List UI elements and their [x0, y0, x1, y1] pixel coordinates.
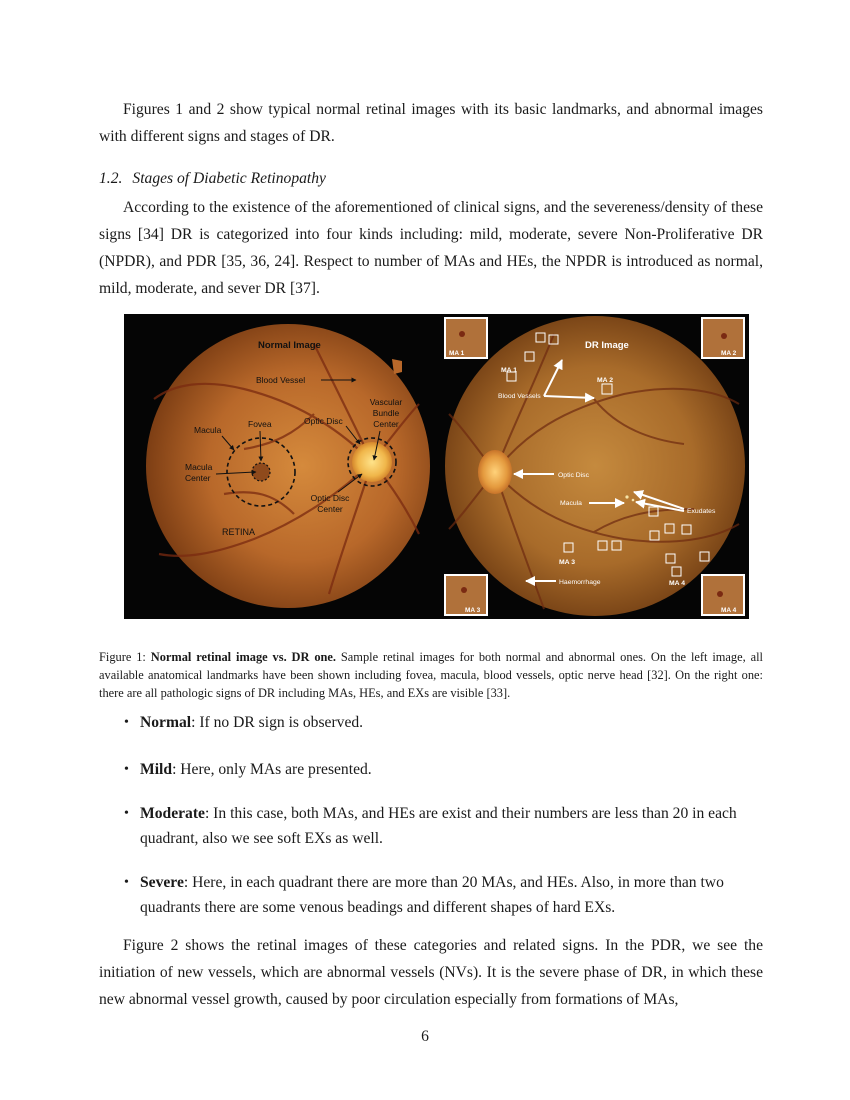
- dr-retina-panel: [445, 316, 745, 616]
- figure-retina-comparison: [124, 314, 749, 619]
- label-blood-vessel: Blood Vessel: [256, 375, 306, 385]
- label-ma2-main: MA 2: [597, 377, 613, 384]
- term-moderate: Moderate: [140, 805, 205, 822]
- caption-prefix: Figure 1:: [99, 650, 151, 664]
- bullet-dot: •: [124, 715, 129, 730]
- inset-ma1: [445, 318, 487, 358]
- normal-optic-disc: [352, 442, 392, 482]
- paragraph-stages: According to the existence of the aforementioned of clinical signs, and the severeness/density of these signs [34] DR is categorized into four kinds including: mild, moderate, severe Non-Proliferative DR (NPDR), and PDR [35, 36, 24]. Respect to number of MAs and HEs, the NPDR is introduced as normal, mild, moderate, and sever DR [37].: [99, 199, 763, 297]
- inset-ma4-label: MA 4: [721, 607, 737, 614]
- dr-optic-disc: [478, 450, 512, 494]
- figure-caption: [99, 648, 763, 702]
- label-optic-disc: Optic Disc: [304, 416, 343, 426]
- inset-ma2: [702, 318, 744, 358]
- list-item-normal: [124, 710, 752, 735]
- list-item-mild: [124, 757, 752, 782]
- label-vascular-line2: Bundle: [372, 408, 400, 418]
- label-blood-vessels: Blood Vessels: [498, 393, 541, 400]
- list-item-severe: [124, 870, 752, 920]
- caption-text: Sample retinal images for both normal and abnormal ones. On the left image, all available anatomical landmarks have been shown including fovea, macula, blood vessels, optic nerve head [32]. On the right one: there are all pathologic signs of DR including MAs, HEs, and EXs are visible [33].: [99, 650, 763, 700]
- bullet-dot: •: [124, 762, 129, 777]
- label-ma1-main: MA 1: [501, 367, 517, 374]
- inset-ma2-label: MA 2: [721, 350, 737, 357]
- normal-retina-panel: [146, 324, 430, 608]
- subsection-number: 1.2.: [99, 170, 123, 187]
- normal-image-title: Normal Image: [258, 340, 321, 351]
- subsection-heading: [99, 167, 326, 191]
- label-retina: RETINA: [222, 527, 256, 537]
- term-normal: Normal: [140, 714, 192, 731]
- label-ma3-main: MA 3: [559, 559, 575, 566]
- label-macula-center-line2: Center: [185, 473, 211, 483]
- inset-ma3: [445, 575, 487, 615]
- desc-mild: : Here, only MAs are presented.: [172, 761, 372, 778]
- label-vascular-line3: Center: [373, 419, 399, 429]
- figure-svg: [124, 314, 749, 619]
- label-exudates: Exudates: [687, 508, 716, 515]
- dr-image-title: DR Image: [585, 340, 629, 351]
- term-severe: Severe: [140, 874, 184, 891]
- bullet-dot: •: [124, 875, 129, 890]
- label-ma4-main: MA 4: [669, 580, 685, 587]
- list-item-moderate: [124, 801, 752, 851]
- term-mild: Mild: [140, 761, 173, 778]
- inset-ma3-label: MA 3: [465, 607, 481, 614]
- label-macula: Macula: [194, 425, 222, 435]
- label-haemorrhage: Haemorrhage: [559, 579, 601, 586]
- inset-ma4: [702, 575, 744, 615]
- label-optic-disc-dr: Optic Disc: [558, 472, 589, 479]
- caption-bold: Normal retinal image vs. DR one.: [150, 650, 337, 664]
- desc-severe: : Here, in each quadrant there are more than 20 MAs, and HEs. Also, in more than two quadrants there are some venous beadings and different shapes of hard EXs.: [140, 874, 724, 916]
- paragraph-figures-intro: Figures 1 and 2 show typical normal retinal images with its basic landmarks, and abnormal images with different signs and stages of DR.: [99, 101, 763, 145]
- desc-normal: : If no DR sign is observed.: [191, 714, 364, 731]
- subsection-title: Stages of Diabetic Retinopathy: [132, 170, 326, 187]
- bullet-dot: •: [124, 806, 129, 821]
- label-macula-center-line1: Macula: [185, 462, 213, 472]
- desc-moderate: : In this case, both MAs, and HEs are exist and their numbers are less than 20 in each quadrant, also we see soft EXs as well.: [140, 805, 737, 847]
- label-fovea: Fovea: [248, 419, 272, 429]
- page-number: 6: [421, 1028, 429, 1045]
- label-optic-disc-center-line1: Optic Disc: [310, 493, 350, 503]
- label-optic-disc-center-line2: Center: [317, 504, 343, 514]
- label-vascular-line1: Vascular: [369, 397, 403, 407]
- inset-ma1-label: MA 1: [449, 350, 465, 357]
- label-macula-dr: Macula: [560, 500, 582, 507]
- paragraph-pdr: Figure 2 shows the retinal images of these categories and related signs. In the PDR, we see the initiation of new vessels, which are abnormal vessels (NVs). It is the severe phase of DR, in which these new abnormal vessel growth, caused by poor circulation especially from formations of MAs,: [99, 937, 763, 1008]
